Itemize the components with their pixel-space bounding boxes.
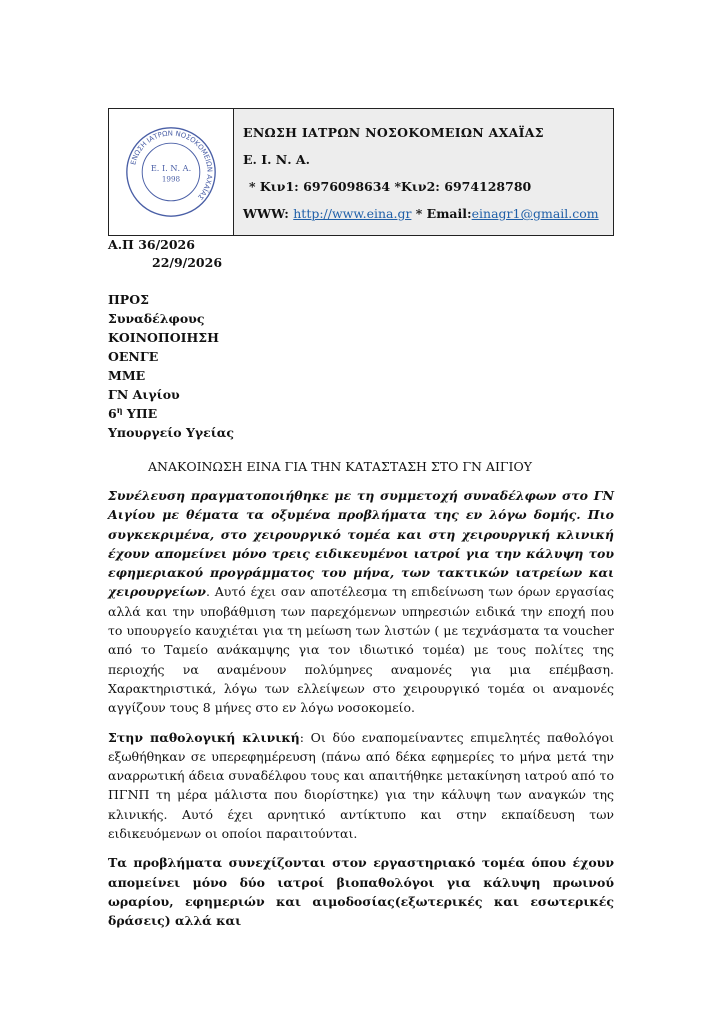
document-date: 22/9/2026 <box>152 255 223 270</box>
recipient-line: ΚΟΙΝΟΠΟΙΗΣΗ <box>108 330 219 345</box>
p1-emphasis: Συνέλευση πραγματοποιήθηκε με τη συμμετοχή συναδέλφων στο ΓΝ Αιγίου με θέματα τα οξυμένα προβλήματα της εν λόγω δομής. Πιο συγκεκριμένα, στο χειρουργικό τομέα και στη χειρουργική κλινική έχουν απομείνει μόνο τρεις ειδικευμένοι ιατροί για την κάλυψη του εφημεριακού προγράμματος του μήνα, των τακτικών ιατρείων και χειρουργείων <box>108 488 614 600</box>
paragraph-1 <box>108 486 614 718</box>
paragraph-3: Τα προβλήματα συνεχίζονται στον εργαστηριακό τομέα όπου έχουν απομείνει μόνο δύο ιατροί βιοπαθολόγοι για κάλυψη πρωινού ωραρίου, εφημεριών και αιμοδοσίας(εξωτερικές και εσωτερικές δράσεις) αλλά και <box>108 855 614 929</box>
announcement-heading: ΑΝΑΚΟΙΝΩΣΗ ΕΙΝΑ ΓΙΑ ΤΗΝ ΚΑΤΑΣΤΑΣΗ ΣΤΟ ΓΝ ΑΙΓΙΟΥ <box>148 459 532 474</box>
org-name: ΕΝΩΣΗ ΙΑΤΡΩΝ ΝΟΣΟΚΟΜΕΙΩΝ ΑΧΑΪΑΣ <box>243 125 544 140</box>
document-body <box>108 486 614 941</box>
paragraph-2 <box>108 728 614 844</box>
www-label: WWW: <box>243 206 289 221</box>
recipient-line: Συναδέλφους <box>108 311 205 326</box>
website-link[interactable]: http://www.eina.gr <box>293 206 412 221</box>
p1-text: . Αυτό έχει σαν αποτέλεσμα τη επιδείνωση των όρων εργασίας αλλά και την υποβάθμιση των παρεχόμενων υπηρεσιών ειδικά την εποχή που το υπουργείο καυχιέται για τη μείωση των λιστών ( με τεχνάσματα τα voucher από το Ταμείο ανάκαμψης για τον ιδιωτικό τομέα) με τους πολίτες της περιοχής να αναμένουν πολύμηνες αναμονές για μια επέμβαση. Χαρακτηριστικά, λόγω των ελλείψεων στο χειρουργικό τομέα οι αναμονές αγγίζουν τους 8 μήνες στο εν λόγω νοσοκομείο. <box>108 584 614 716</box>
recipient-line: ΓΝ Αιγίου <box>108 387 180 402</box>
org-phones: * Κιν1: 6976098634 *Κιν2: 6974128780 <box>249 179 532 194</box>
org-web-email <box>243 200 613 227</box>
seal-year: 1998 <box>161 174 181 184</box>
logo-cell <box>109 109 234 235</box>
letterhead-info <box>234 109 613 235</box>
recipients-list <box>108 290 234 442</box>
ordinal-superscript: η <box>116 404 123 415</box>
reference-number: Α.Π 36/2026 <box>108 237 195 252</box>
seal-ring-text: ΕΝΩΣΗ ΙΑΤΡΩΝ ΝΟΣΟΚΟΜΕΙΩΝ ΑΧΑΪΑΣ <box>129 129 214 202</box>
p2-emphasis: Στην παθολογική κλινική <box>108 729 300 745</box>
recipient-line: Υπουργείο Υγείας <box>108 425 235 440</box>
letterhead <box>108 108 614 236</box>
org-abbrev: Ε. Ι. Ν. Α. <box>243 152 310 167</box>
document-meta <box>108 236 222 272</box>
seal-abbrev: Ε. Ι. Ν. Α. <box>150 163 192 174</box>
union-seal-logo <box>123 124 219 220</box>
email-link[interactable]: einagr1@gmail.com <box>471 206 599 221</box>
ype-number: 6 <box>108 406 117 421</box>
p2-text: : Οι δύο εναπομείναντες επιμελητές παθολόγοι εξωθήθηκαν σε υπερεφημέρευση (πάνω από δέκα εφημερίες το μήνα μετά την αναρρωτική άδεια συναδέλφου τους και απαιτήθηκε μετακίνηση ιατρού από το ΠΓΝΠ τη μέρα μάλιστα που διορίστηκε) για την κάλυψη των αναγκών της κλινικής. Αυτό έχει αρνητικό αντίκτυπο και στην εκπαίδευση των ειδικευόμενων οι οποίοι παραιτούνται. <box>108 729 614 842</box>
ype-label: ΥΠΕ <box>126 406 158 421</box>
recipient-line: ΟΕΝΓΕ <box>108 349 159 364</box>
recipient-line <box>108 404 234 423</box>
recipient-line: ΜΜΕ <box>108 368 146 383</box>
recipient-line: ΠΡΟΣ <box>108 292 149 307</box>
email-label: * Email: <box>415 206 472 221</box>
